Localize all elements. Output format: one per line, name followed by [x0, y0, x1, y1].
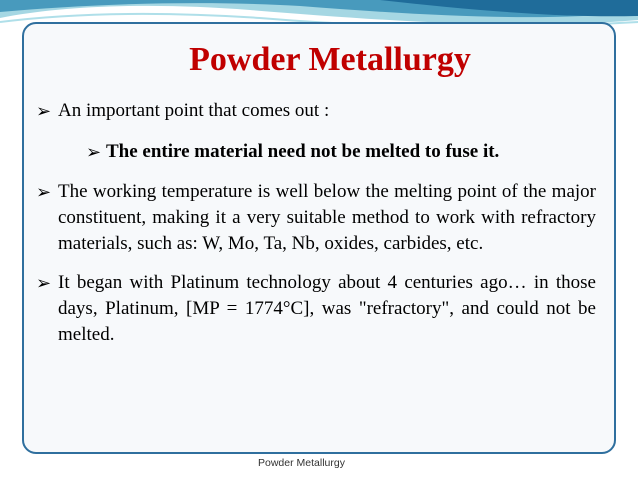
bullet-text: It began with Platinum technology about 4 centuries ago… in those days, Platinum, [MP = 1774°C], was "refractory", and could not be melted. — [58, 272, 596, 345]
slide-title: Powder Metallurgy — [189, 41, 471, 78]
bullet-text: The entire material need not be melted to fuse it. — [106, 141, 500, 162]
arrow-bullet-icon: ➢ — [36, 182, 52, 202]
bullet-text: The working temperature is well below the melting point of the major constituent, making it a very suitable method to work with refractory materials, such as: W, Mo, Ta, Nb, oxides, carbides, etc. — [58, 181, 596, 254]
arrow-bullet-icon: ➢ — [36, 273, 52, 293]
bullet-item — [34, 270, 596, 348]
arrow-bullet-icon: ➢ — [36, 101, 52, 121]
bullet-text: An important point that comes out : — [58, 100, 330, 121]
bullet-item — [34, 179, 596, 257]
slide-footer: Powder Metallurgy — [258, 457, 345, 469]
slide-content — [34, 98, 596, 348]
sub-bullet-item — [34, 139, 596, 165]
arrow-bullet-icon: ➢ — [86, 142, 102, 162]
bullet-item — [34, 98, 596, 124]
